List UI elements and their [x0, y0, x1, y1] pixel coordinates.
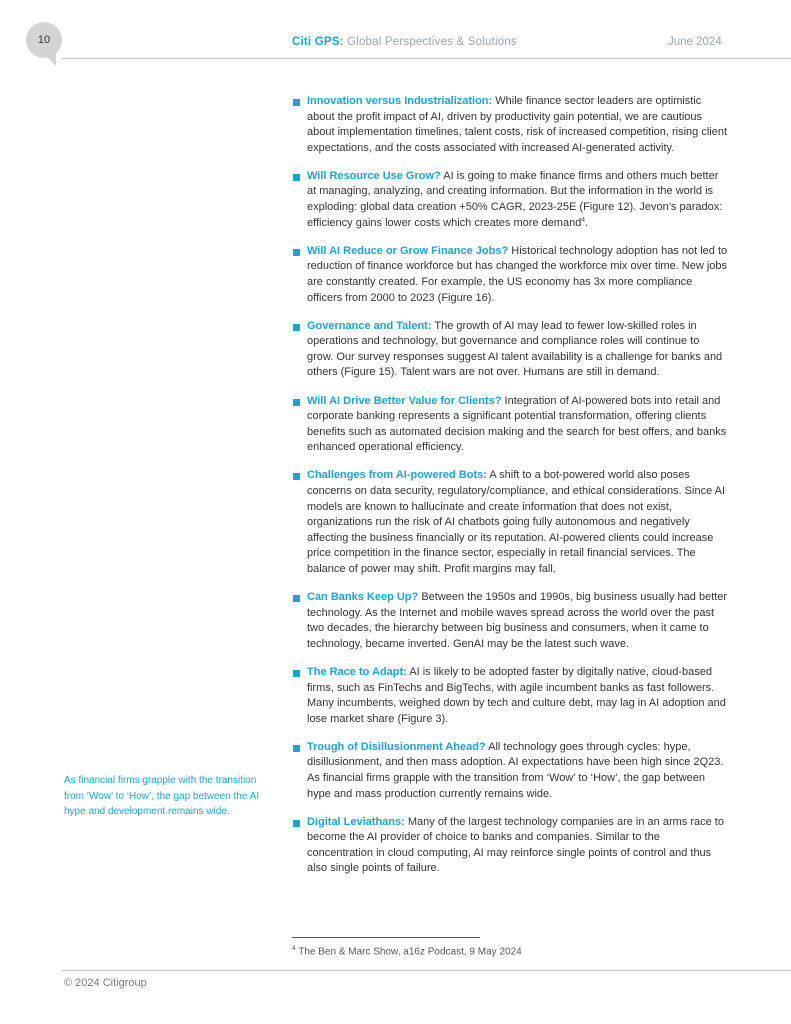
bullet-text: Integration of AI-powered bots into retail and corporate banking represents a significant potential transformation, offering clients benefits such as automated decision making and the search for best offers, and banks enhanced operational efficiency. [307, 394, 727, 454]
page-number-tab [26, 22, 62, 58]
bullet-text: Historical technology adoption has not led to reduction of finance workforce but has changed the workforce mix over time. New jobs are constantly created. For example, the US economy has 3x more compliance officers from 2000 to 2023 (Figure 16). [307, 244, 728, 304]
bullet-text-tail: . [584, 216, 588, 229]
header-divider [62, 58, 791, 59]
bullet-text: Many of the largest technology companies are in an arms race to become the AI provider of choice to banks and companies. Similar to the concentration in cloud computing, AI may reinforce single points of control and thus also single points of failure. [307, 815, 724, 875]
bullet-list [292, 94, 728, 890]
bullet-text: A shift to a bot-powered world also poses concerns on data security, regulatory/compliance, and ethical considerations. Since AI models are known to hallucinate and create information that does not exist, organizations run the risk of AI chatbots going fully autonomous and negatively affecting the business financially or its reputation. AI-powered clients could increase price competition in the finance sector, especially in retail financial services. The balance of power may shift. Profit margins may fall. [307, 469, 726, 575]
bullet-heading: Can Banks Keep Up? [307, 591, 419, 604]
footnote-divider [292, 937, 480, 938]
bullet-heading: Challenges from AI-powered Bots: [307, 469, 487, 482]
bullet-item [292, 394, 728, 456]
square-bullet-icon [293, 473, 300, 480]
bullet-heading: Digital Leviathans: [307, 815, 405, 828]
bullet-item [292, 468, 728, 577]
bullet-text: Between the 1950s and 1990s, big business usually had better technology. As the Internet and mobile waves spread across the world over the past two decades, the hierarchy between big business and consumers, when it came to technology, became inverted. GenAI may be the latest such wave. [307, 591, 728, 650]
bullet-text: While finance sector leaders are optimistic about the profit impact of AI, driven by productivity gain potential, we are cautious about implementation timelines, talent costs, risk of increased competition, rising client expectations, and the costs associated with increased AI-generated activity. [307, 95, 728, 154]
square-bullet-icon [293, 595, 300, 602]
footer-divider [62, 970, 791, 971]
bullet-item [292, 815, 728, 877]
bullet-heading: Trough of Disillusionment Ahead? [307, 740, 486, 753]
footnote [292, 945, 522, 957]
publication-date: June 2024 [668, 36, 722, 48]
bullet-text: AI is going to make finance firms and others much better at managing, analyzing, and creating information. But the information in the world is exploding: global data creation +50% CAGR, 2023-25E (Figure 12). Jevon’s paradox: efficiency gains lower costs which creates more demand [307, 169, 723, 229]
bullet-heading: The Race to Adapt: [307, 665, 407, 678]
square-bullet-icon [293, 174, 300, 181]
bullet-item [292, 244, 728, 306]
page-number: 10 [37, 34, 51, 46]
publication-subtitle: Global Perspectives & Solutions [347, 36, 517, 48]
bullet-item [292, 740, 728, 802]
footnote-reference[interactable]: 4 [581, 216, 585, 223]
bullet-item [292, 590, 728, 652]
sidebar-pull-quote: As financial firms grapple with the transition from ‘Wow’ to ‘How’, the gap between the AI hype and development remains wide. [64, 775, 260, 817]
bullet-heading: Governance and Talent: [307, 319, 432, 332]
bullet-heading: Innovation versus Industrialization: [307, 95, 493, 107]
square-bullet-icon [293, 670, 300, 677]
page-tab-pointer [44, 54, 56, 66]
footnote-number: 4 [292, 945, 296, 952]
bullet-item [292, 169, 728, 231]
bullet-item [292, 319, 728, 381]
copyright: © 2024 Citigroup [64, 977, 147, 989]
square-bullet-icon [293, 249, 300, 256]
bullet-heading: Will Resource Use Grow? [307, 169, 441, 182]
square-bullet-icon [293, 399, 300, 406]
bullet-item [292, 665, 728, 727]
bullet-heading: Will AI Drive Better Value for Clients? [307, 394, 502, 407]
square-bullet-icon [293, 324, 300, 331]
bullet-text: All technology goes through cycles: hype, disillusionment, and then mass adoption. AI expectations have been high since 2Q23. As financial firms grapple with the transition from ‘Wow’ to ‘How’, the gap between hype and mass production currently remains wide. [307, 740, 724, 800]
bullet-text: The growth of AI may lead to fewer low-skilled roles in operations and technology, but governance and compliance roles will continue to grow. Our survey responses suggest AI talent availability is a challenge for banks and others (Figure 15). Talent wars are not over. Humans are still in demand. [307, 319, 723, 379]
square-bullet-icon [293, 820, 300, 827]
publication-title [292, 36, 517, 48]
bullet-item [292, 94, 728, 156]
square-bullet-icon [293, 99, 300, 106]
bullet-heading: Will AI Reduce or Grow Finance Jobs? [307, 244, 509, 257]
footnote-text: The Ben & Marc Show, a16z Podcast, 9 May 2024 [298, 946, 522, 958]
brand-name: Citi GPS: [292, 36, 344, 48]
square-bullet-icon [293, 745, 300, 752]
bullet-text: AI is likely to be adopted faster by digitally native, cloud-based firms, such as FinTechs and BigTechs, with agile incumbent banks as fast followers. Many incumbents, weighed down by tech and culture debt, may lag in AI adoption and lose market share (Figure 3). [307, 665, 726, 725]
